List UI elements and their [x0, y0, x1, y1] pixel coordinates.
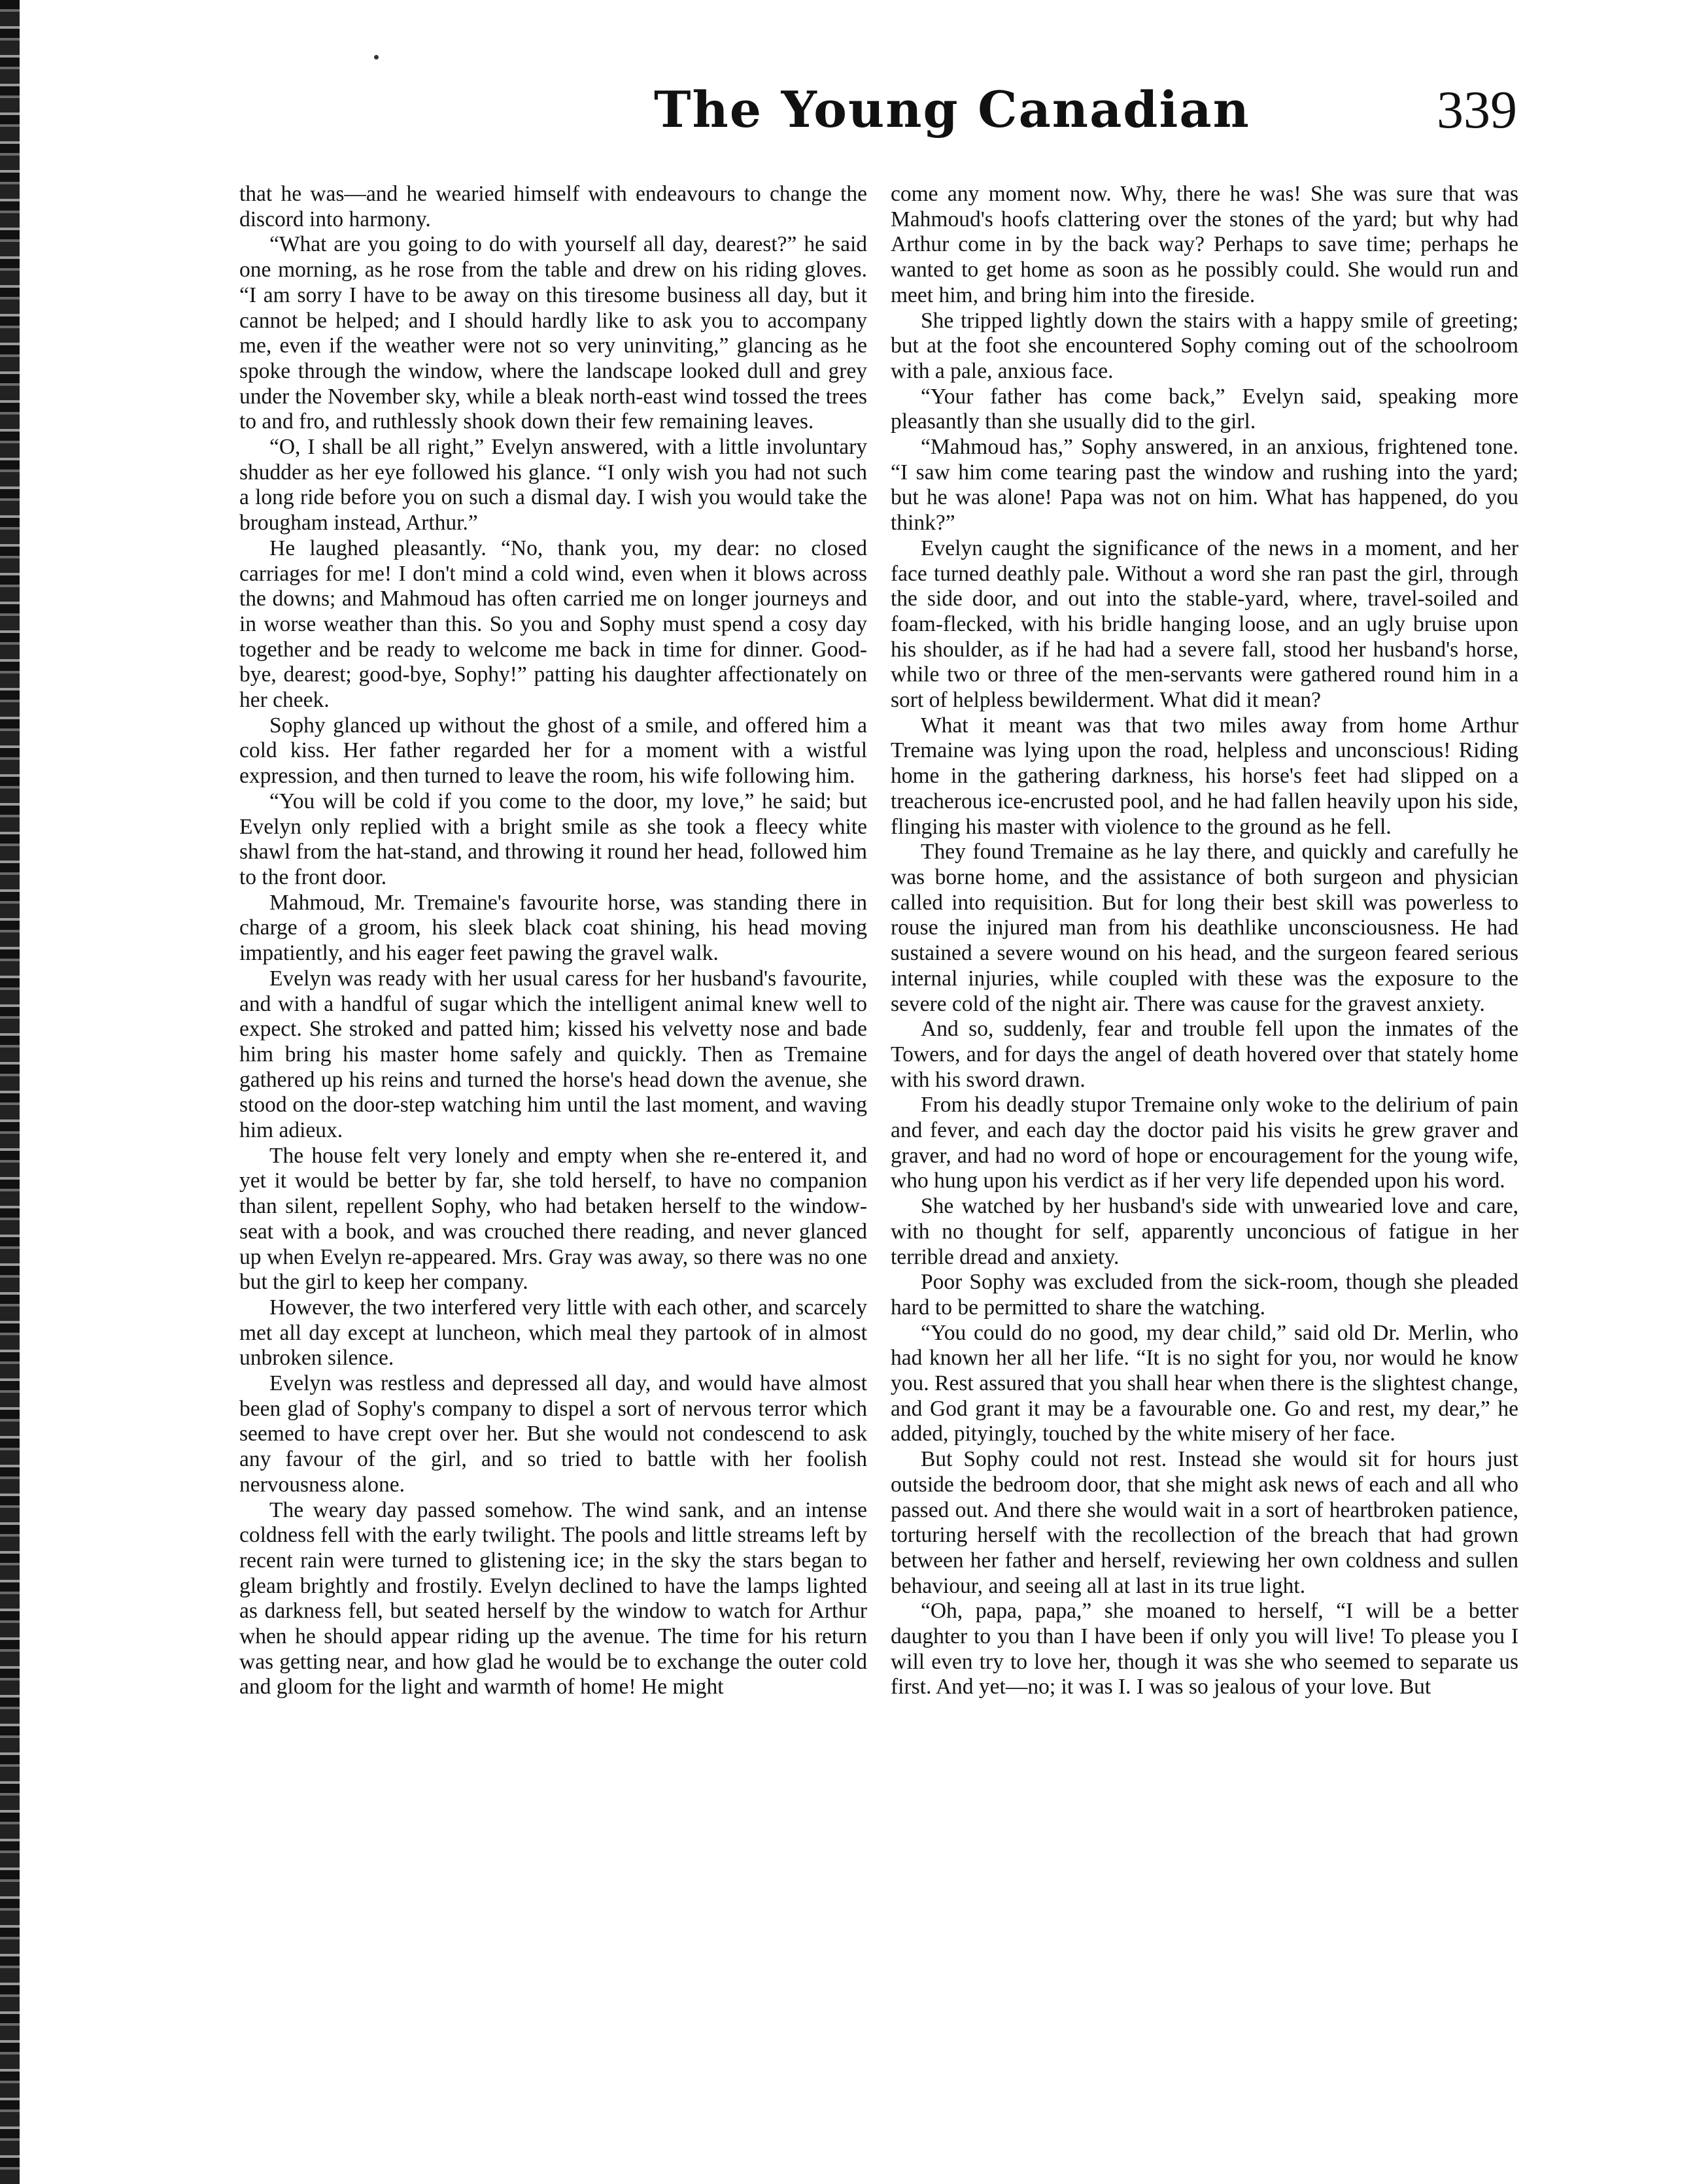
paragraph: “What are you going to do with yourself all day, dearest?” he said one morning, as he rose from the table and drew on his riding gloves. “I am sorry I have to be away on this tiresome business all day, but it cannot be helped; and I should hardly like to ask you to accompany me, even if the weather were not so very uninviting,” glancing as he spoke through the window, where the landscape looked dull and grey under the November sky, while a bleak north-east wind tossed the trees to and fro, and ruthlessly shook down their few remaining leaves. — [239, 232, 867, 434]
paragraph: “O, I shall be all right,” Evelyn answered, with a little involuntary shudder as her eye followed his glance. “I only wish you had not such a long ride before you on such a dismal day. I wish you would take the brougham instead, Arthur.” — [239, 435, 867, 536]
paragraph: From his deadly stupor Tremaine only woke to the delirium of pain and fever, and each day the doctor paid his visits he grew graver and graver, and had no word of hope or encouragement for the young wife, who hung upon his verdict as if her very life depended upon his word. — [891, 1093, 1518, 1193]
paragraph: What it meant was that two miles away from home Arthur Tremaine was lying upon the road, helpless and unconscious! Riding home in the gathering darkness, his horse's feet had slipped on a treacherous ice-encrusted pool, and he had fallen heavily upon his side, flinging his master with violence to the ground as he fell. — [891, 713, 1518, 839]
paragraph: But Sophy could not rest. Instead she would sit for hours just outside the bedroom door, that she might ask news of each and all who passed out. And there she would wait in a sort of heartbroken patience, torturing herself with the recollection of the breach that had grown between her father and herself, reviewing her own coldness and sullen behaviour, and seeing all at last in its true light. — [891, 1447, 1518, 1598]
paragraph: And so, suddenly, fear and trouble fell upon the inmates of the Towers, and for days the angel of death hovered over that stately home with his sword drawn. — [891, 1017, 1518, 1092]
paragraph: come any moment now. Why, there he was! She was sure that was Mahmoud's hoofs clattering over the stones of the yard; but why had Arthur come in by the back way? Perhaps to save time; perhaps he wanted to get home as soon as he possibly could. She would run and meet him, and bring him into the fireside. — [891, 182, 1518, 307]
page-number: 339 — [1437, 80, 1517, 139]
left-column — [239, 182, 867, 2111]
paragraph: The house felt very lonely and empty when she re-entered it, and yet it would be better by far, she told herself, to have no companion than silent, repellent Sophy, who had betaken herself to the window-seat with a book, and was crouched there reading, and never glanced up when Evelyn re-appeared. Mrs. Gray was away, so there was no one but the girl to keep her company. — [239, 1143, 867, 1295]
paragraph: Evelyn caught the significance of the news in a moment, and her face turned deathly pale. Without a word she ran past the girl, through the side door, and out into the stable-yard, where, travel-soiled and foam-flecked, with his bridle hanging loose, and an ugly bruise upon his shoulder, as if he had had a severe fall, stood her husband's horse, while two or three of the men-servants were gathered round him in a sort of helpless bewilderment. What did it mean? — [891, 536, 1518, 713]
paragraph: “You will be cold if you come to the door, my love,” he said; but Evelyn only replied with a bright smile as she took a fleecy white shawl from the hat-stand, and throwing it round her head, followed him to the front door. — [239, 789, 867, 889]
masthead-title: The Young Canadian — [654, 80, 1250, 139]
paragraph: She tripped lightly down the stairs with a happy smile of greeting; but at the foot she encountered Sophy coming out of the schoolroom with a pale, anxious face. — [891, 308, 1518, 383]
paragraph: Evelyn was ready with her usual caress for her husband's favourite, and with a handful of sugar which the intelligent animal knew well to expect. She stroked and patted him; kissed his velvetty nose and bade him bring his master home safely and quickly. Then as Tremaine gathered up his reins and turned the horse's head down the avenue, she stood on the door-step watching him until the last moment, and waving him adieux. — [239, 966, 867, 1143]
paragraph: “You could do no good, my dear child,” said old Dr. Merlin, who had known her all her life. “It is no sight for you, nor would he know you. Rest assured that you shall hear when there is the slightest change, and God grant it may be a favourable one. Go and rest, my dear,” he added, pityingly, touched by the white misery of her face. — [891, 1320, 1518, 1446]
paragraph: that he was—and he wearied himself with endeavours to change the discord into harmony. — [239, 182, 867, 231]
paragraph: “Mahmoud has,” Sophy answered, in an anxious, frightened tone. “I saw him come tearing past the window and rushing into the yard; but he was alone! Papa was not on him. What has happened, do you think?” — [891, 435, 1518, 536]
paragraph: Mahmoud, Mr. Tremaine's favourite horse, was standing there in charge of a groom, his sleek black coat shining, his head moving impatiently, and his eager feet pawing the gravel walk. — [239, 890, 867, 966]
paragraph: Poor Sophy was excluded from the sick-room, though she pleaded hard to be permitted to share the watching. — [891, 1270, 1518, 1320]
ink-speck — [374, 55, 379, 60]
paragraph: Evelyn was restless and depressed all day, and would have almost been glad of Sophy's company to dispel a sort of nervous terror which seemed to have crept over her. But she would not condescend to ask any favour of the girl, and so tried to battle with her foolish nervousness alone. — [239, 1371, 867, 1497]
page-binding-edge — [0, 0, 20, 2184]
paragraph: However, the two interfered very little with each other, and scarcely met all day except at luncheon, which meal they partook of in almost unbroken silence. — [239, 1295, 867, 1371]
paragraph: “Your father has come back,” Evelyn said, speaking more pleasantly than she usually did to the girl. — [891, 384, 1518, 434]
paragraph: She watched by her husband's side with unwearied love and care, with no thought for self, apparently unconcious of fatigue in her terrible dread and anxiety. — [891, 1194, 1518, 1269]
paragraph: They found Tremaine as he lay there, and quickly and carefully he was borne home, and the assistance of both surgeon and physician called into requisition. But for long their best skill was powerless to rouse the injured man from his deathlike unconsciousness. He had sustained a severe wound on his head, and the surgeon feared serious internal injuries, while coupled with these was the exposure to the severe cold of the night air. There was cause for the gravest anxiety. — [891, 840, 1518, 1016]
paragraph: “Oh, papa, papa,” she moaned to herself, “I will be a better daughter to you than I have been if only you will live! To please you I will even try to love her, though it was she who seemed to separate us first. And yet—no; it was I. I was so jealous of your love. But — [891, 1599, 1518, 1699]
paragraph: He laughed pleasantly. “No, thank you, my dear: no closed carriages for me! I don't mind a cold wind, even when it blows across the downs; and Mahmoud has often carried me on longer journeys and in worse weather than this. So you and Sophy must spend a cosy day together and be ready to welcome me back in time for dinner. Good-bye, dearest; good-bye, Sophy!” patting his daughter affectionately on her cheek. — [239, 536, 867, 713]
paragraph: The weary day passed somehow. The wind sank, and an intense coldness fell with the early twilight. The pools and little streams left by recent rain were turned to glistening ice; in the sky the stars began to gleam brightly and frostily. Evelyn declined to have the lamps lighted as darkness fell, but seated herself by the window to watch for Arthur when he should appear riding up the avenue. The time for his return was getting near, and how glad he would be to exchange the outer cold and gloom for the light and warmth of home! He might — [239, 1497, 867, 1699]
right-column — [891, 182, 1518, 2111]
paragraph: Sophy glanced up without the ghost of a smile, and offered him a cold kiss. Her father regarded her for a moment with a wistful expression, and then turned to leave the room, his wife following him. — [239, 713, 867, 789]
